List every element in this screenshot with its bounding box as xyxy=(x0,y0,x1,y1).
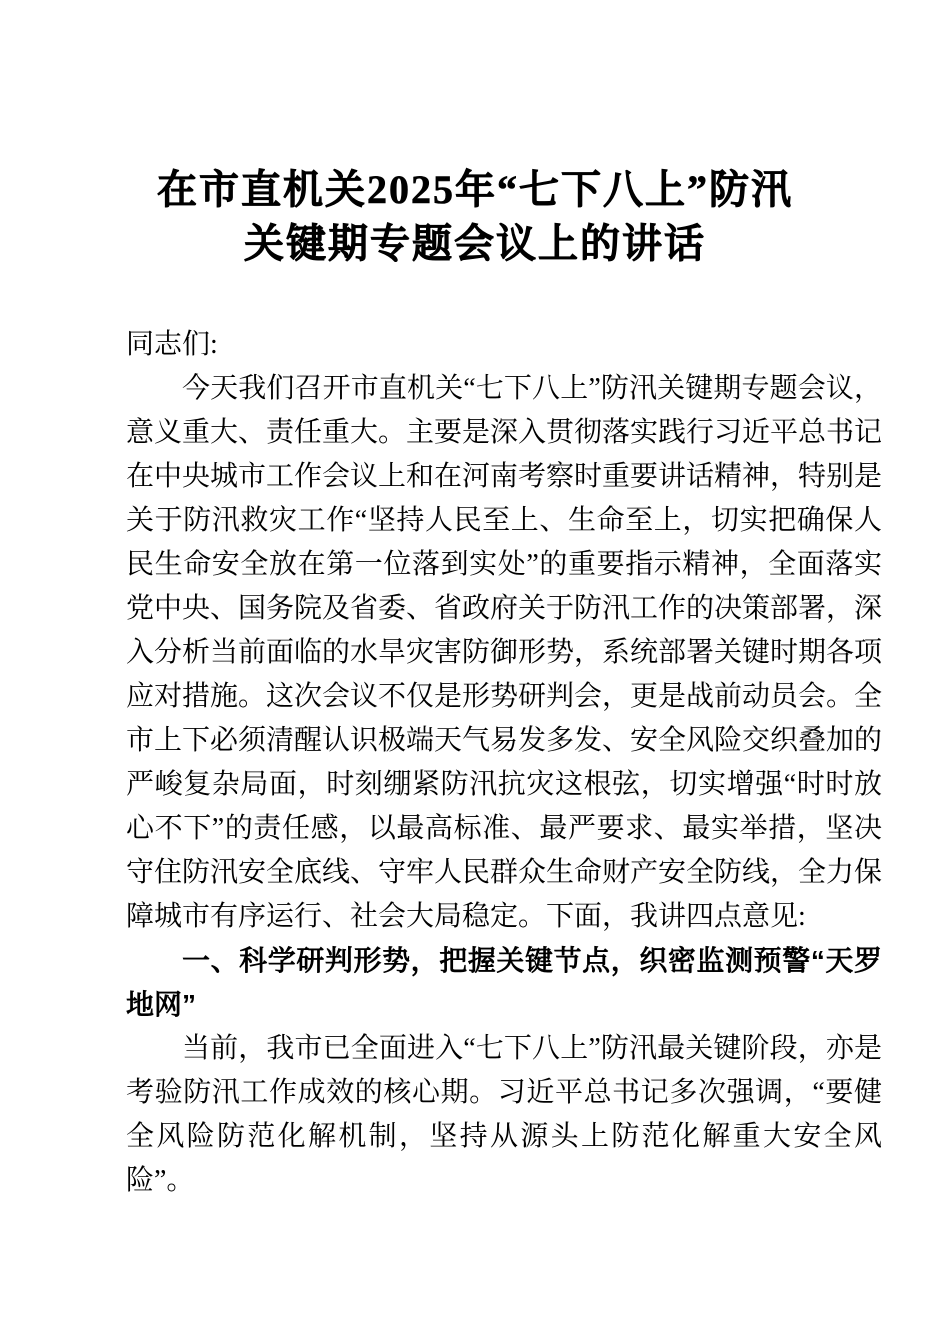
section-heading-1: 一、科学研判形势，把握关键节点，织密监测预警“天罗地网” xyxy=(126,945,882,1020)
document-title xyxy=(90,0,860,271)
document-title-line-2: 关键期专题会议上的讲话 xyxy=(244,221,706,266)
paragraph-intro: 今天我们召开市直机关“七下八上”防汛关键期专题会议，意义重大、责任重大。主要是深入贯彻落实践行习近平总书记在中央城市工作会议上和在河南考察时重要讲话精神，特别是关于防汛救灾工作“坚持人民至上、生命至上，切实把确保人民生命安全放在第一位落到实处”的重要指示精神，全面落实党中央、国务院及省委、省政府关于防汛工作的决策部署，深入分析当前面临的水旱灾害防御形势，系统部署关键时期各项应对措施。这次会议不仅是形势研判会，更是战前动员会。全市上下必须清醒认识极端天气易发多发、安全风险交织叠加的严峻复杂局面，时刻绷紧防汛抗灾这根弦，切实增强“时时放心不下”的责任感，以最高标准、最严要求、最实举措，坚决守住防汛安全底线、守牢人民群众生命财产安全防线，全力保障城市有序运行、社会大局稳定。下面，我讲四点意见: xyxy=(126,373,883,932)
document-title-line-1: 在市直机关2025年“七下八上”防汛 xyxy=(157,167,793,212)
salutation: 同志们: xyxy=(126,329,218,360)
paragraph-section-1-body: 当前，我市已全面进入“七下八上”防汛最关键阶段，亦是考验防汛工作成效的核心期。习近平总书记多次强调，“要健全风险防范化解机制，坚持从源头上防范化解重大安全风险”。 xyxy=(126,1033,882,1196)
document-body xyxy=(126,323,882,1203)
